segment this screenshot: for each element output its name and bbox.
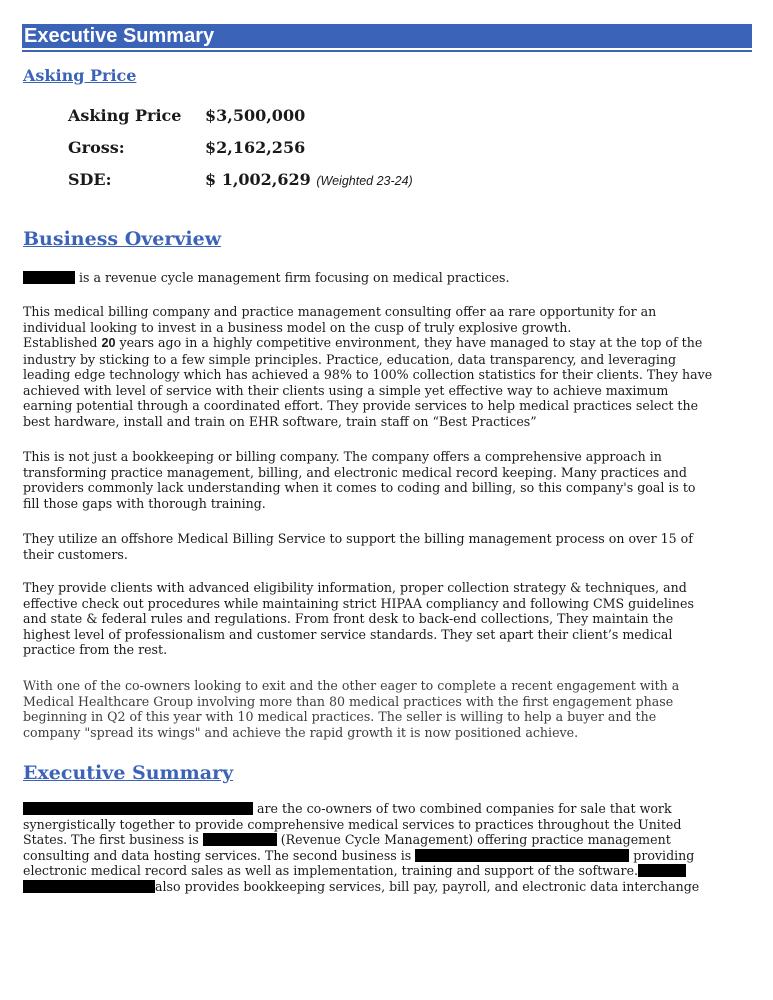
paragraph-line: With one of the co-owners looking to exit and the other eager to complete a recent engagement with a xyxy=(23,678,680,693)
line-fragment: Established xyxy=(23,335,102,350)
redaction-bar xyxy=(23,880,155,893)
overview-paragraph-1 xyxy=(23,304,753,429)
sde-value-wrap xyxy=(205,170,413,189)
paragraph-line xyxy=(23,879,753,895)
redaction-bar xyxy=(23,802,253,815)
gross-row xyxy=(68,138,306,157)
overview-paragraph-3 xyxy=(23,449,753,511)
paragraph-line: company "spread its wings" and achieve the rapid growth it is now positioned achieve. xyxy=(23,724,579,740)
paragraph-line: beginning in Q2 of this year with 10 medical practices. The seller is willing to help a buyer and the xyxy=(23,709,657,724)
paragraph-line: This medical billing company and practice management consulting offer aa rare opportunity for an xyxy=(23,304,657,319)
line-fragment: are the co-owners of two combined companies for sale that work xyxy=(257,801,672,816)
paragraph-line: effective check out procedures while maintaining strict HIPAA compliancy and following CMS guidelines xyxy=(23,595,694,611)
paragraph-line: practice from the rest. xyxy=(23,642,168,657)
sde-value: $ 1,002,629 xyxy=(205,170,311,189)
paragraph-line: This is not just a bookkeeping or billing company. The company offers a comprehensive approach in xyxy=(23,449,662,464)
asking-price-row xyxy=(68,106,306,125)
executive-summary-paragraph xyxy=(23,801,753,894)
overview-intro-text: is a revenue cycle management firm focusing on medical practices. xyxy=(79,270,510,285)
sde-label: SDE: xyxy=(68,170,112,189)
paragraph-line: Medical Healthcare Group involving more than 80 medical practices with the first engagement phase xyxy=(23,693,674,709)
gross-value: $2,162,256 xyxy=(205,138,306,157)
redaction-bar xyxy=(203,833,277,846)
redaction-bar xyxy=(638,864,686,877)
paragraph-line: providers commonly lack understanding when it comes to coding and billing, so this company's goal is to xyxy=(23,480,696,495)
paragraph-line: highest level of professionalism and customer service standards. They set apart their client’s medical xyxy=(23,626,673,642)
asking-price-value: $3,500,000 xyxy=(205,106,306,125)
line-fragment: also provides bookkeeping services, bill pay, payroll, and electronic data interchange xyxy=(155,878,700,894)
executive-summary-heading: Executive Summary xyxy=(23,762,234,784)
paragraph-line: individual looking to invest in a business model on the cusp of truly explosive growth. xyxy=(23,319,572,335)
paragraph-line: best hardware, install and train on EHR software, train staff on “Best Practices” xyxy=(23,413,537,429)
asking-price-heading: Asking Price xyxy=(23,66,137,85)
redaction-bar xyxy=(23,271,75,284)
business-overview-heading: Business Overview xyxy=(23,228,222,250)
line-fragment: electronic medical record sales as well as implementation, training and support of the software. xyxy=(23,863,639,878)
paragraph-line xyxy=(23,801,753,817)
paragraph-line: fill those gaps with thorough training. xyxy=(23,495,266,511)
paragraph-line: industry by sticking to a few simple principles. Practice, education, data transparency, and leveraging xyxy=(23,351,677,367)
line-fragment: providing xyxy=(629,847,695,863)
overview-intro xyxy=(23,270,753,286)
paragraph-line: and state & federal rules and regulations. From front desk to back-end collections, They maintain the xyxy=(23,611,674,626)
sde-row xyxy=(68,170,413,189)
paragraph-line: their customers. xyxy=(23,546,128,562)
paragraph-line: leading edge technology which has achieved a 98% to 100% collection statistics for their clients. They have xyxy=(23,367,713,382)
banner-title: Executive Summary xyxy=(24,25,215,47)
overview-paragraph-5 xyxy=(23,580,753,658)
paragraph-line xyxy=(23,863,753,879)
years-number: 20 xyxy=(101,336,116,350)
paragraph-line: They utilize an offshore Medical Billing Service to support the billing management process on over 15 of xyxy=(23,531,693,546)
line-fragment: States. The first business is xyxy=(23,832,203,847)
asking-price-label: Asking Price xyxy=(68,106,182,125)
line-fragment: (Revenue Cycle Management) offering practice management xyxy=(276,832,671,847)
paragraph-line xyxy=(23,335,753,352)
paragraph-line: transforming practice management, billing, and electronic medical record keeping. Many practices and xyxy=(23,464,687,480)
gross-label: Gross: xyxy=(68,138,125,157)
paragraph-line: synergistically together to provide comprehensive medical services to practices throughout the United xyxy=(23,816,682,832)
banner-rule xyxy=(22,50,752,52)
overview-paragraph-6 xyxy=(23,678,753,740)
sde-note: (Weighted 23-24) xyxy=(316,174,413,188)
line-fragment: consulting and data hosting services. The second business is xyxy=(23,847,416,863)
redaction-bar xyxy=(415,849,629,862)
overview-paragraph-4 xyxy=(23,531,753,562)
paragraph-line: They provide clients with advanced eligibility information, proper collection strategy & techniques, and xyxy=(23,580,687,595)
page-banner xyxy=(22,24,752,48)
paragraph-line: achieved with level of service with their clients using a simple yet effective way to achieve maximum xyxy=(23,382,669,398)
paragraph-line: earning potential through a coordinated effort. They provide services to help medical practices select the xyxy=(23,398,699,413)
paragraph-line xyxy=(23,848,753,864)
paragraph-line xyxy=(23,832,753,848)
line-fragment: years ago in a highly competitive environment, they have managed to stay at the top of the xyxy=(115,335,703,350)
